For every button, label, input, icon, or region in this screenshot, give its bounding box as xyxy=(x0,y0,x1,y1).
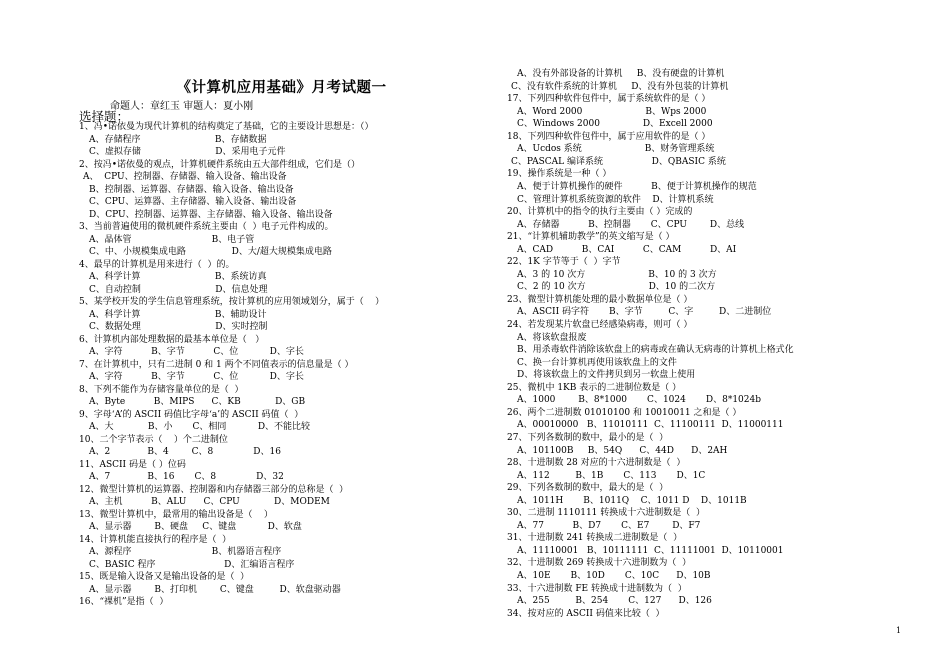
right-option-line: C、换一台计算机再使用该软盘上的文件 xyxy=(517,357,677,368)
left-question-line: 2、按冯•诺依曼的观点，计算机硬件系统由五大部件组成，它们是（） xyxy=(79,159,361,170)
left-question-line: 14、计算机能直接执行的程序是（ ） xyxy=(79,534,232,545)
left-option-line: A、存储程序 B、存储数据 xyxy=(89,134,267,145)
right-question-line: 20、计算机中的指令的执行主要由（ ）完成的 xyxy=(507,207,693,218)
right-option-line: C、2 的 10 次方 D、10 的二次方 xyxy=(517,282,716,293)
left-option-line: C、数据处理 D、实时控制 xyxy=(89,322,268,332)
right-question-line: 34、按对应的 ASCII 码值来比较（ ） xyxy=(507,608,665,619)
right-option-line: D、将该软盘上的文件拷贝到另一软盘上使用 xyxy=(517,370,696,381)
right-option-line: A、10E B、10D C、10C D、10B xyxy=(517,571,711,581)
left-option-line: C、自动控制 D、信息处理 xyxy=(89,284,268,295)
left-question-line: 10、二个字节表示（ ）个二进制位 xyxy=(79,434,228,445)
left-option-line: A、晶体管 B、电子管 xyxy=(89,234,255,245)
right-question-line: 18、下列四种软件包件中，属于应用软件的是（ ） xyxy=(507,131,711,142)
right-option-line: C、PASCAL 编译系统 D、QBASIC 系统 xyxy=(511,156,726,167)
right-question-line: 28、十进制数 28 对应的十六进制数是（ ） xyxy=(507,458,686,469)
right-question-line: 29、下列各数制的数中，最大的是（ ） xyxy=(507,483,669,494)
right-question-line: 31、十进制数 241 转换成二进制数是（ ） xyxy=(507,533,683,544)
left-option-line: C、中、小规模集成电路 D、大/超大规模集成电路 xyxy=(89,247,332,257)
right-option-line: C、Windows 2000 D、Excell 2000 xyxy=(517,119,713,130)
left-question-line: 4、最早的计算机是用来进行（ ）的。 xyxy=(79,259,235,270)
left-question-line: 11、ASCII 码是（ ）位码 xyxy=(79,459,186,470)
left-question-line: 5、某学校开发的学生信息管理系统，按计算机的应用领域划分，属于（ ） xyxy=(79,297,385,307)
right-question-line: 30、二进制 1110111 转换成十六进制数是（ ） xyxy=(507,508,705,519)
left-option-line: C、虚拟存储 D、采用电子元件 xyxy=(89,147,286,157)
left-question-line: 13、微型计算机中，最常用的输出设备是（ ） xyxy=(79,509,273,520)
left-question-line: 8、下列不能作为存储容量单位的是（ ） xyxy=(79,384,244,395)
left-option-line: C、CPU、运算器、主存储器、输入设备、输出设备 xyxy=(89,197,297,207)
left-question-line: 15、既是输入设备又是输出设备的是（ ） xyxy=(79,572,250,582)
right-question-line: 27、下列各数制的数中，最小的是（ ） xyxy=(507,432,669,443)
right-option-line: A、00010000 B、11010111 C、11100111 D、11000111 xyxy=(517,420,784,431)
right-option-line: A、Word 2000 B、Wps 2000 xyxy=(517,106,707,117)
right-question-line: 32、十进制数 269 转换成十六进制数为（ ） xyxy=(507,558,692,569)
right-question-line: 19、操作系统是一种（ ） xyxy=(507,169,612,180)
right-question-line: 24、若发现某片软盘已经感染病毒，则可（ ） xyxy=(507,320,693,330)
right-option-line: A、存储器 B、控制器 C、CPU D、总线 xyxy=(517,219,745,230)
right-option-line: A、101100B B、54Q C、44D D、2AH xyxy=(517,445,728,456)
left-option-line: C、BASIC 程序 D、汇编语言程序 xyxy=(89,559,295,570)
left-option-line: D、CPU、控制器、运算器、主存储器、输入设备、输出设备 xyxy=(89,209,333,220)
left-option-line: A、7 B、16 C、8 D、32 xyxy=(89,472,284,482)
right-question-line: 23、微型计算机能处理的最小数据单位是（ ） xyxy=(507,294,693,305)
left-question-line: 6、计算机内部处理数据的最基本单位是（ ） xyxy=(79,334,265,345)
section-heading: 选择题： xyxy=(79,109,130,124)
left-question-line: 3、当前普遍使用的微机硬件系统主要由（ ）电子元件构成的。 xyxy=(79,222,334,232)
right-option-line: A、ASCII 码字符 B、字节 C、字 D、二进制位 xyxy=(517,307,772,318)
right-question-line: 26、两个二进制数 01010100 和 10010011 之和是（ ） xyxy=(507,407,742,418)
left-option-line: A、2 B、4 C、8 D、16 xyxy=(89,447,281,457)
right-question-line: 21、“计算机辅助教学”的英文缩写是（ ） xyxy=(507,232,675,243)
left-option-line: A、Byte B、MIPS C、KB D、GB xyxy=(89,397,306,407)
left-option-line: A、科学计算 B、辅助设计 xyxy=(89,309,267,320)
left-option-line: A、 CPU、控制器、存储器、输入设备、输出设备 xyxy=(83,172,287,182)
right-option-line: A、没有外部设备的计算机 B、没有硬盘的计算机 xyxy=(517,69,725,79)
right-option-line: A、1011H B、1011Q C、1011 D D、1011B xyxy=(517,495,747,506)
right-question-line: 22、1K 字节等于（ ）字节 xyxy=(507,257,621,268)
right-option-line: A、便于计算机操作的硬件 B、便于计算机操作的规范 xyxy=(517,181,757,192)
right-option-line: A、112 B、1B C、113 D、1C xyxy=(517,470,706,481)
right-option-line: A、11110001 B、10111111 C、11111001 D、10110001 xyxy=(517,545,784,556)
exam-authors: 命题人：章红玉 审题人：夏小刚 xyxy=(110,101,254,112)
exam-title: 《计算机应用基础》月考试题一 xyxy=(176,79,387,96)
left-question-line: 7、在计算机中，只有二进制 0 和 1 两个不同值表示的信息量是（ ） xyxy=(79,359,354,370)
right-option-line: C、管理计算机系统资源的软件 D、计算机系统 xyxy=(517,194,714,205)
left-option-line: A、字符 B、字节 C、位 D、字长 xyxy=(89,347,304,357)
right-option-line: A、255 B、254 C、127 D、126 xyxy=(517,596,712,607)
left-option-line: A、显示器 B、硬盘 C、键盘 D、软盘 xyxy=(89,522,302,532)
right-question-line: 17、下列四种软件包件中，属于系统软件的是（ ） xyxy=(507,94,711,105)
left-question-line: 9、字母‘A’的 ASCII 码值比字母‘a’的 ASCII 码值（ ） xyxy=(79,409,304,420)
left-question-line: 1、冯•诺依曼为现代计算机的结构奠定了基础，它的主要设计思想是：（） xyxy=(79,122,374,132)
left-question-line: 12、微型计算机的运算器、控制器和内存储器三部分的总称是（ ） xyxy=(79,484,349,495)
left-option-line: A、字符 B、字节 C、位 D、字长 xyxy=(89,372,304,382)
right-question-line: 25、微机中 1KB 表示的二进制位数是（ ） xyxy=(507,382,682,393)
right-option-line: B、用杀毒软件消除该软盘上的病毒或在确认无病毒的计算机上格式化 xyxy=(517,345,794,356)
right-option-line: C、没有软件系统的计算机 D、没有外包装的计算机 xyxy=(511,81,729,92)
left-option-line: A、主机 B、ALU C、CPU D、MODEM xyxy=(89,497,330,507)
left-option-line: A、科学计算 B、系统访真 xyxy=(89,272,267,282)
left-option-line: A、大 B、小 C、相同 D、不能比较 xyxy=(89,422,311,432)
left-question-line: 16、“裸机”是指（ ） xyxy=(79,597,169,607)
right-question-line: 33、十六进制数 FE 转换成十进制数为（ ） xyxy=(507,583,687,594)
left-option-line: A、显示器 B、打印机 C、键盘 D、软盘驱动器 xyxy=(89,584,341,595)
right-option-line: A、77 B、D7 C、E7 D、F7 xyxy=(517,520,701,531)
right-option-line: A、Ucdos 系统 B、财务管理系统 xyxy=(517,144,715,155)
right-option-line: A、1000 B、8*1000 C、1024 D、8*1024b xyxy=(517,395,761,406)
right-option-line: A、3 的 10 次方 B、10 的 3 次方 xyxy=(517,269,717,280)
right-option-line: A、将该软盘报废 xyxy=(517,332,587,343)
left-option-line: A、源程序 B、机器语言程序 xyxy=(89,547,282,557)
page-number: 1 xyxy=(896,626,902,635)
right-option-line: A、CAD B、CAI C、CAM D、AI xyxy=(517,244,737,255)
left-option-line: B、控制器、运算器、存储器、输入设备、输出设备 xyxy=(89,184,294,195)
